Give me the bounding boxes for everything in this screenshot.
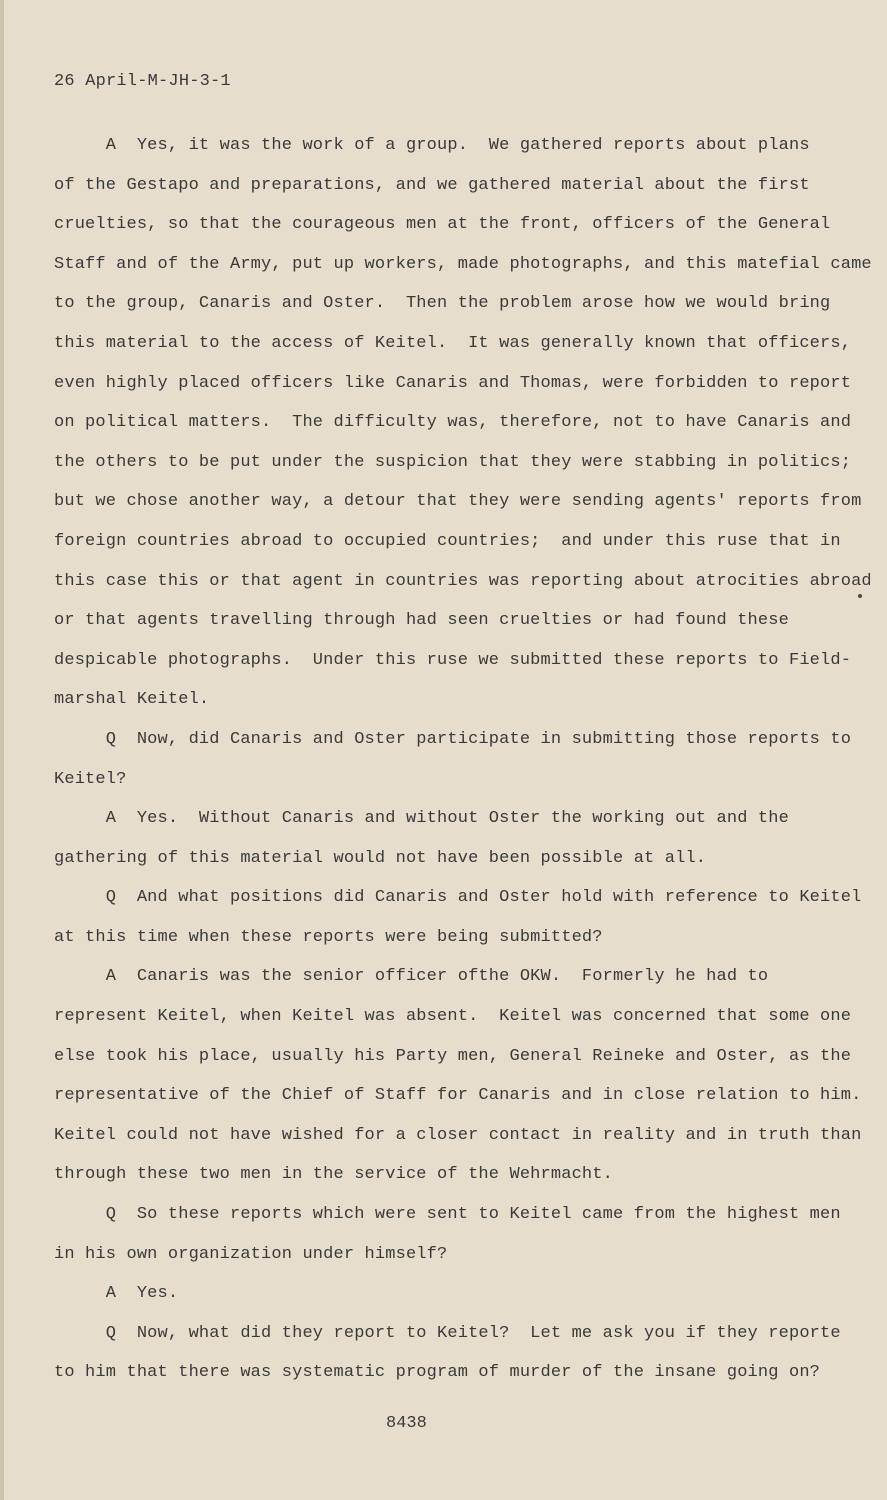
text-line: at this time when these reports were being submitted?: [54, 927, 603, 947]
text-line: to him that there was systematic program of murder of the insane going on?: [54, 1363, 821, 1383]
text-line: this material to the access of Keitel. It was generally known that officers,: [54, 333, 852, 353]
text-line: even highly placed officers like Canaris and Thomas, were forbidden to report: [54, 373, 852, 393]
text-line: in his own organization under himself?: [54, 1244, 448, 1264]
text-line: on political matters. The difficulty was, therefore, not to have Canaris and: [54, 413, 852, 433]
text-line: Keitel?: [54, 769, 127, 789]
text-line: Staff and of the Army, put up workers, made photographs, and this matefial came: [54, 254, 872, 274]
text-line: represent Keitel, when Keitel was absent. Keitel was concerned that some one: [54, 1007, 852, 1027]
text-line: or that agents travelling through had seen cruelties or had found these: [54, 611, 789, 631]
text-line: A Yes.: [54, 1284, 179, 1304]
text-line: A Canaris was the senior officer ofthe OKW. Formerly he had to: [54, 967, 769, 987]
text-line: Q And what positions did Canaris and Oster hold with reference to Keitel: [54, 888, 862, 908]
text-line: representative of the Chief of Staff for Canaris and in close relation to him.: [54, 1086, 862, 1106]
text-line: but we chose another way, a detour that they were sending agents' reports from: [54, 492, 862, 512]
text-line: to the group, Canaris and Oster. Then the problem arose how we would bring: [54, 294, 831, 314]
text-line: A Yes, it was the work of a group. We gathered reports about plans: [54, 136, 810, 155]
text-line: else took his place, usually his Party men, General Reineke and Oster, as the: [54, 1046, 852, 1066]
text-line: Q Now, what did they report to Keitel? Let me ask you if they reporte: [54, 1323, 841, 1343]
text-line: A Yes. Without Canaris and without Oster the working out and the: [54, 809, 789, 829]
text-line: gathering of this material would not have been possible at all.: [54, 848, 707, 868]
text-line: Q So these reports which were sent to Keitel came from the highest men: [54, 1205, 841, 1225]
ink-speck: [858, 594, 862, 598]
text-line: through these two men in the service of the Wehrmacht.: [54, 1165, 613, 1185]
text-line: despicable photographs. Under this ruse we submitted these reports to Field-: [54, 650, 852, 670]
text-line: the others to be put under the suspicion that they were stabbing in politics;: [54, 452, 852, 472]
text-line: this case this or that agent in countries was reporting about atrocities abroad: [54, 571, 872, 591]
text-line: Q Now, did Canaris and Oster participate in submitting those reports to: [54, 729, 852, 749]
text-line: marshal Keitel.: [54, 690, 210, 710]
transcript-body: [54, 131, 872, 1398]
text-line: foreign countries abroad to occupied countries; and under this ruse that in: [54, 531, 841, 551]
text-line: Keitel could not have wished for a closer contact in reality and in truth than: [54, 1125, 862, 1145]
text-line: cruelties, so that the courageous men at the front, officers of the General: [54, 215, 831, 235]
page-number: 8438: [386, 1414, 427, 1433]
text-line: of the Gestapo and preparations, and we gathered material about the first: [54, 175, 810, 195]
page-header: 26 April-M-JH-3-1: [54, 72, 231, 91]
